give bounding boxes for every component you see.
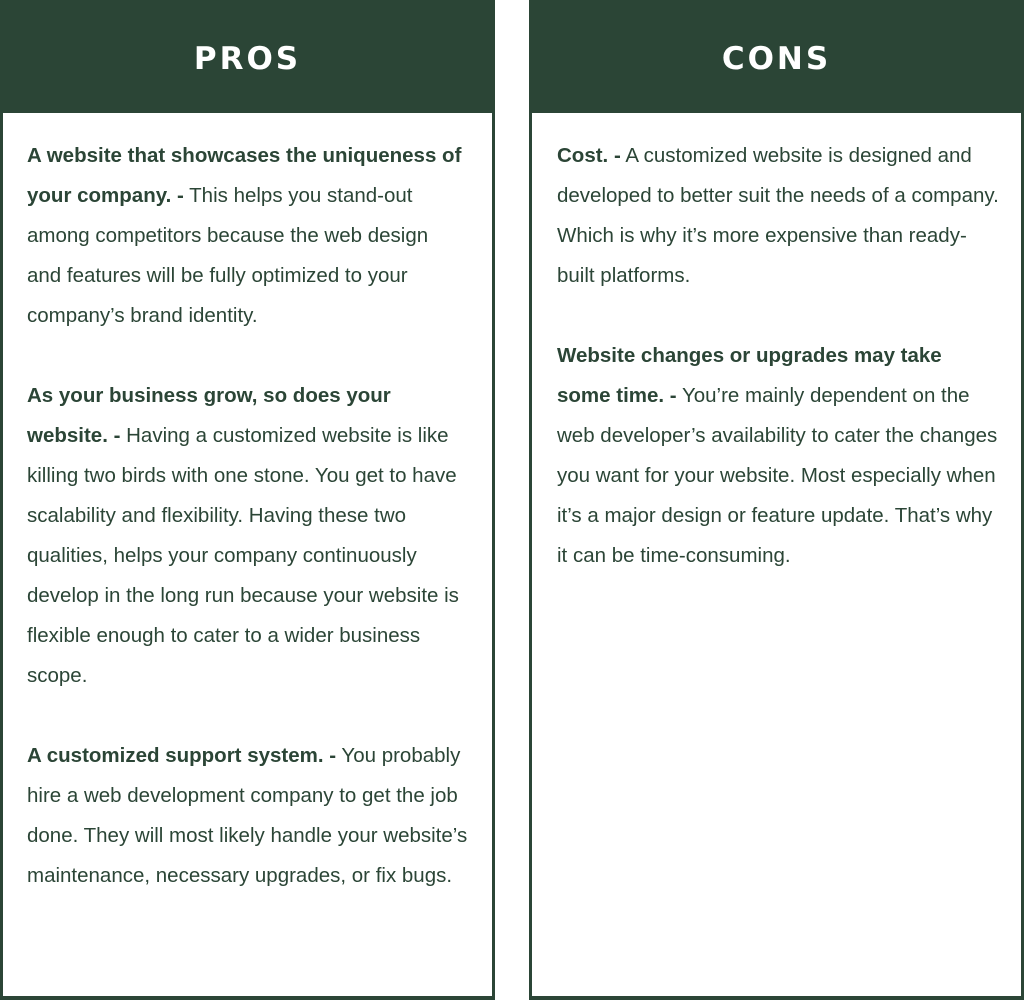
pros-item-heading: A website that showcases the uniqueness of your company. - [27, 144, 462, 207]
cons-column [529, 0, 1024, 1000]
cons-item-heading: Cost. - [557, 144, 621, 167]
cons-title: CONS [721, 40, 832, 77]
cons-list [532, 113, 1021, 576]
pros-header [3, 0, 492, 113]
pros-item-body: You probably hire a web development company to get the job done. They will most likely handle your website’s maintenance, necessary upgrades, or fix bugs. [27, 744, 468, 887]
pros-item-body: Having a customized website is like killing two birds with one stone. You get to have scalability and flexibility. Having these two qualities, helps your company continuously develop in the long run because your website is flexible enough to cater to a wider business scope. [27, 424, 459, 687]
cons-header [532, 0, 1021, 113]
cons-item-body: You’re mainly dependent on the web developer’s availability to cater the changes you want for your website. Most especially when it’s a major design or feature update. That’s why it can be time-consuming. [557, 384, 998, 567]
pros-item-heading: As your business grow, so does your website. - [27, 384, 391, 447]
cons-item [557, 136, 999, 296]
pros-item-body: This helps you stand-out among competitors because the web design and features will be fully optimized to your company’s brand identity. [27, 184, 429, 327]
pros-title: PROS [193, 40, 302, 77]
cons-item-heading: Website changes or upgrades may take some time. - [557, 344, 942, 407]
pros-column [0, 0, 495, 1000]
cons-item-body: A customized website is designed and developed to better suit the needs of a company. Which is why it’s more expensive than ready-built platforms. [557, 144, 999, 287]
pros-item [27, 376, 468, 696]
pros-list [3, 113, 492, 896]
pros-item [27, 136, 468, 336]
pros-item-heading: A customized support system. - [27, 744, 337, 767]
pros-item [27, 736, 468, 896]
cons-item [557, 336, 999, 576]
